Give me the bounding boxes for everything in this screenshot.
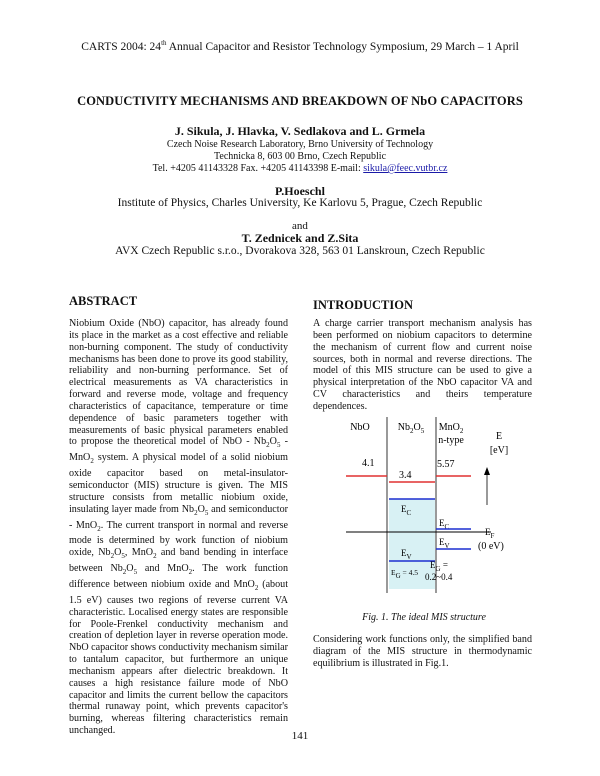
contact-text: Tel. +4205 41143328 Fax. +4205 41143398 E-mail: (152, 163, 364, 174)
abstract-heading: ABSTRACT (69, 294, 138, 308)
introduction-text-continued: Considering work functions only, the simplified band diagram of the MIS structure in thermodynamic equilibrium is illustrated in Fig.1. (313, 634, 532, 669)
email-link[interactable]: sikula@feec.vutbr.cz (363, 163, 448, 174)
header-text-post: Annual Capacitor and Resistor Technology Symposium, 29 March – 1 April (166, 40, 519, 53)
mno2-ev-label: $E_V$ (439, 537, 450, 550)
authors-primary: J. Sikula, J. Hlavka, V. Sedlakova and L. Grmela (174, 124, 426, 138)
column-label-nbo: NbO (350, 422, 370, 433)
nbo-work-function-value: 4.1 (362, 458, 375, 469)
introduction-heading: INTRODUCTION (313, 298, 414, 312)
band-diagram-figure (313, 415, 535, 600)
page-number: 141 (291, 730, 309, 742)
mno2-bandgap-label: $E_G$ = (430, 560, 448, 573)
nb2o5-work-function-value: 3.4 (399, 470, 412, 481)
energy-axis-label: E (495, 431, 503, 442)
nb2o5-ec-label: $E_C$ (401, 504, 412, 517)
nb2o5-bandgap-label: EG = 4.5 (391, 568, 419, 580)
affiliation-1-contact (0, 163, 600, 175)
figure-caption: Fig. 1. The ideal MIS structure (362, 612, 486, 623)
affiliation-3: AVX Czech Republic s.r.o., Dvorakova 328, 563 01 Lanskroun, Czech Republic (115, 245, 485, 257)
author-3: T. Zednicek and Z.Sita (241, 231, 359, 245)
nb2o5-ev-label: $E_V$ (401, 548, 412, 561)
abstract-body: Niobium Oxide (NbO) capacitor, has already found its place in the market as a cost effective and reliable non-burning component. The study of conductivity mechanisms has been done to prove its good stability, reliability and non-burning performance. Set of electrical measurements as VA characteristics in forward and reverse mode, voltage and frequency characteristics of capacitance, temperature or time dependence of basic parameters together with measurements of basic physical parameters enabled to propose the theoretical model of NbO - $Nb_2O_5 - MnO_2$ system. A physical model of a solid niobium oxide capacitor based on metal-insulator-semiconductor (MIS) structure is given. The MIS structure consists from metallic niobium oxide, insulating layer made from $Nb_2O_5$ and semiconductor - MnO$_2$. The current transport in normal and reverse mode is determined by work function of niobium oxide, $Nb_2O_5$, MnO$_2$ and band bending in interface between $Nb_2O_5$ and MnO$_2$. The work function difference between niobium oxide and MnO$_2$ (about 1.5 eV) causes two regions of reverse current VA characteristic. Localised energy states are responsible for Poole-Frenkel conductivity mechanism and creation of depletion layer in reverse operation mode. NbO capacitor shows conductivity mechanism similar to tantalum capacitor, but furthermore an unique mechanism appears after dielectric breakdown. It causes a high resistance failure mode of NbO capacitor and limits the current bellow the capacitors thermal runaway point, which prevents capacitor's burning, whereas filtering characteristics remain unchanged. (69, 318, 289, 737)
mno2-ec-label: $E_C$ (439, 518, 450, 531)
fermi-level-value: (0 eV) (478, 541, 504, 552)
mno2-bandgap-value: 0.2~0.4 (425, 572, 453, 582)
header-text-pre: CARTS 2004: 24 (81, 40, 162, 53)
author-2: P.Hoeschl (275, 184, 325, 198)
affiliation-1-line-1: Czech Noise Research Laboratory, Brno University of Technology (166, 139, 434, 150)
mno2-work-function-value: 5.57 (437, 459, 455, 470)
energy-arrow-head (484, 467, 490, 475)
introduction-text: A charge carrier transport mechanism analysis has been performed on niobium capacitors to determine the mechanism of current flow and current noise sources, both in normal and reverse directions. The model of this MIS structure can be used to give a physical interpretation of the NbO capacitor VA and CV characteristics and theirs temperature dependences. (313, 318, 532, 412)
energy-axis-unit: [eV] (489, 445, 509, 456)
fermi-level-label: $E_F$ (485, 527, 495, 540)
affiliation-1-line-2: Technicka 8, 603 00 Brno, Czech Republic (213, 151, 387, 162)
column-label-nb2o5: $Nb_2O_5$ (397, 422, 425, 435)
and-connector: and (292, 220, 308, 232)
affiliation-2: Institute of Physics, Charles University, Ke Karlovu 5, Prague, Czech Republic (117, 197, 483, 209)
mno2-type-label: n-type (438, 435, 464, 446)
paper-title: CONDUCTIVITY MECHANISMS AND BREAKDOWN OF NbO CAPACITORS (77, 94, 523, 108)
column-label-mno2: MnO$_2$ (438, 422, 464, 435)
running-header (0, 39, 600, 53)
abstract-text (69, 318, 288, 737)
header-sup: th (161, 39, 167, 47)
